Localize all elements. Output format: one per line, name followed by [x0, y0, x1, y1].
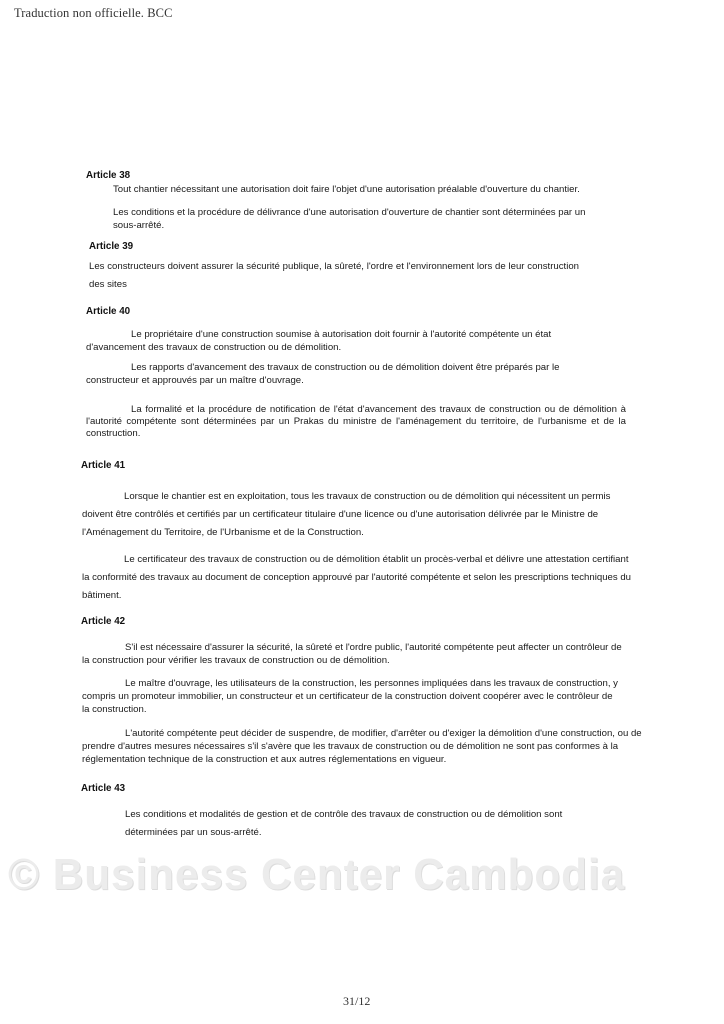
watermark: © Business Center Cambodia	[8, 850, 626, 899]
article-42-paragraph-3: L'autorité compétente peut décider de suspendre, de modifier, d'arrêter ou d'exiger la démolition d'une construction, ou de prendre d'autres mesures nécessaires s'il s'avère que les travaux de construction ou de démolition ne sont pas conformes à la réglementation technique de la construction et aux autres réglementations en vigueur.	[82, 728, 642, 765]
article-38-title: Article 38	[86, 170, 131, 181]
article-41-paragraph-1: Lorsque le chantier est en exploitation, tous les travaux de construction ou de démolition qui nécessitent un permis doivent être contrôlés et certifiés par un certificateur titulaire d'une licence ou d'une autorisation délivrée par le Ministre de l'Aménagement du Territoire, de l'Urbanisme et de la Construction.	[82, 491, 611, 538]
article-39-title: Article 39	[89, 241, 134, 252]
unofficial-translation-note: Traduction non officielle. BCC	[14, 6, 173, 20]
article-41-title: Article 41	[81, 460, 126, 471]
article-40-paragraph-3: La formalité et la procédure de notification de l'état d'avancement des travaux de construction ou de démolition à l'autorité compétente sont déterminées par un Prakas du ministre de l'aménagement du territoire, de l'urbanisme et de la construction.	[86, 404, 626, 439]
article-43-paragraph-1: Les conditions et modalités de gestion et de contrôle des travaux de construction ou de démolition sont déterminées par un sous-arrêté.	[125, 809, 563, 838]
article-39-paragraph-1: Les constructeurs doivent assurer la sécurité publique, la sûreté, l'ordre et l'environnement lors de leur construction des sites	[89, 261, 579, 290]
article-40-paragraph-1: Le propriétaire d'une construction soumise à autorisation doit fournir à l'autorité compétente un état d'avancement des travaux de construction ou de démolition.	[86, 329, 552, 353]
article-42-paragraph-1: S'il est nécessaire d'assurer la sécurité, la sûreté et l'ordre public, l'autorité compétente peut affecter un contrôleur de la construction pour vérifier les travaux de construction ou de démolition.	[82, 642, 622, 666]
article-38-paragraph-2: Les conditions et la procédure de délivrance d'une autorisation d'ouverture de chantier sont déterminées par un sous-arrêté.	[113, 207, 586, 231]
page-number: 31/12	[343, 994, 371, 1008]
article-40-title: Article 40	[86, 306, 131, 317]
article-42-title: Article 42	[81, 616, 126, 627]
article-38-paragraph-1	[113, 183, 590, 197]
article-43-title: Article 43	[81, 783, 126, 794]
article-42-paragraph-2: Le maître d'ouvrage, les utilisateurs de la construction, les personnes impliquées dans les travaux de construction, y compris un promoteur immobilier, un constructeur et un certificateur de la construction doivent coopérer avec le contrôleur de la construction.	[82, 678, 618, 715]
article-40-paragraph-2: Les rapports d'avancement des travaux de construction ou de démolition doivent être préparés par le constructeur et approuvés par un maître d'ouvrage.	[86, 362, 560, 386]
article-41-paragraph-2: Le certificateur des travaux de construction ou de démolition établit un procès-verbal et délivre une attestation certifiant la conformité des travaux au document de conception approuvé par l'autorité compétente et selon les prescriptions techniques du bâtiment.	[82, 554, 632, 601]
article-38-paragraph-1-text: Tout chantier nécessitant une autorisation doit faire l'objet d'une autorisation préalable d'ouverture du chantier.	[113, 184, 580, 195]
